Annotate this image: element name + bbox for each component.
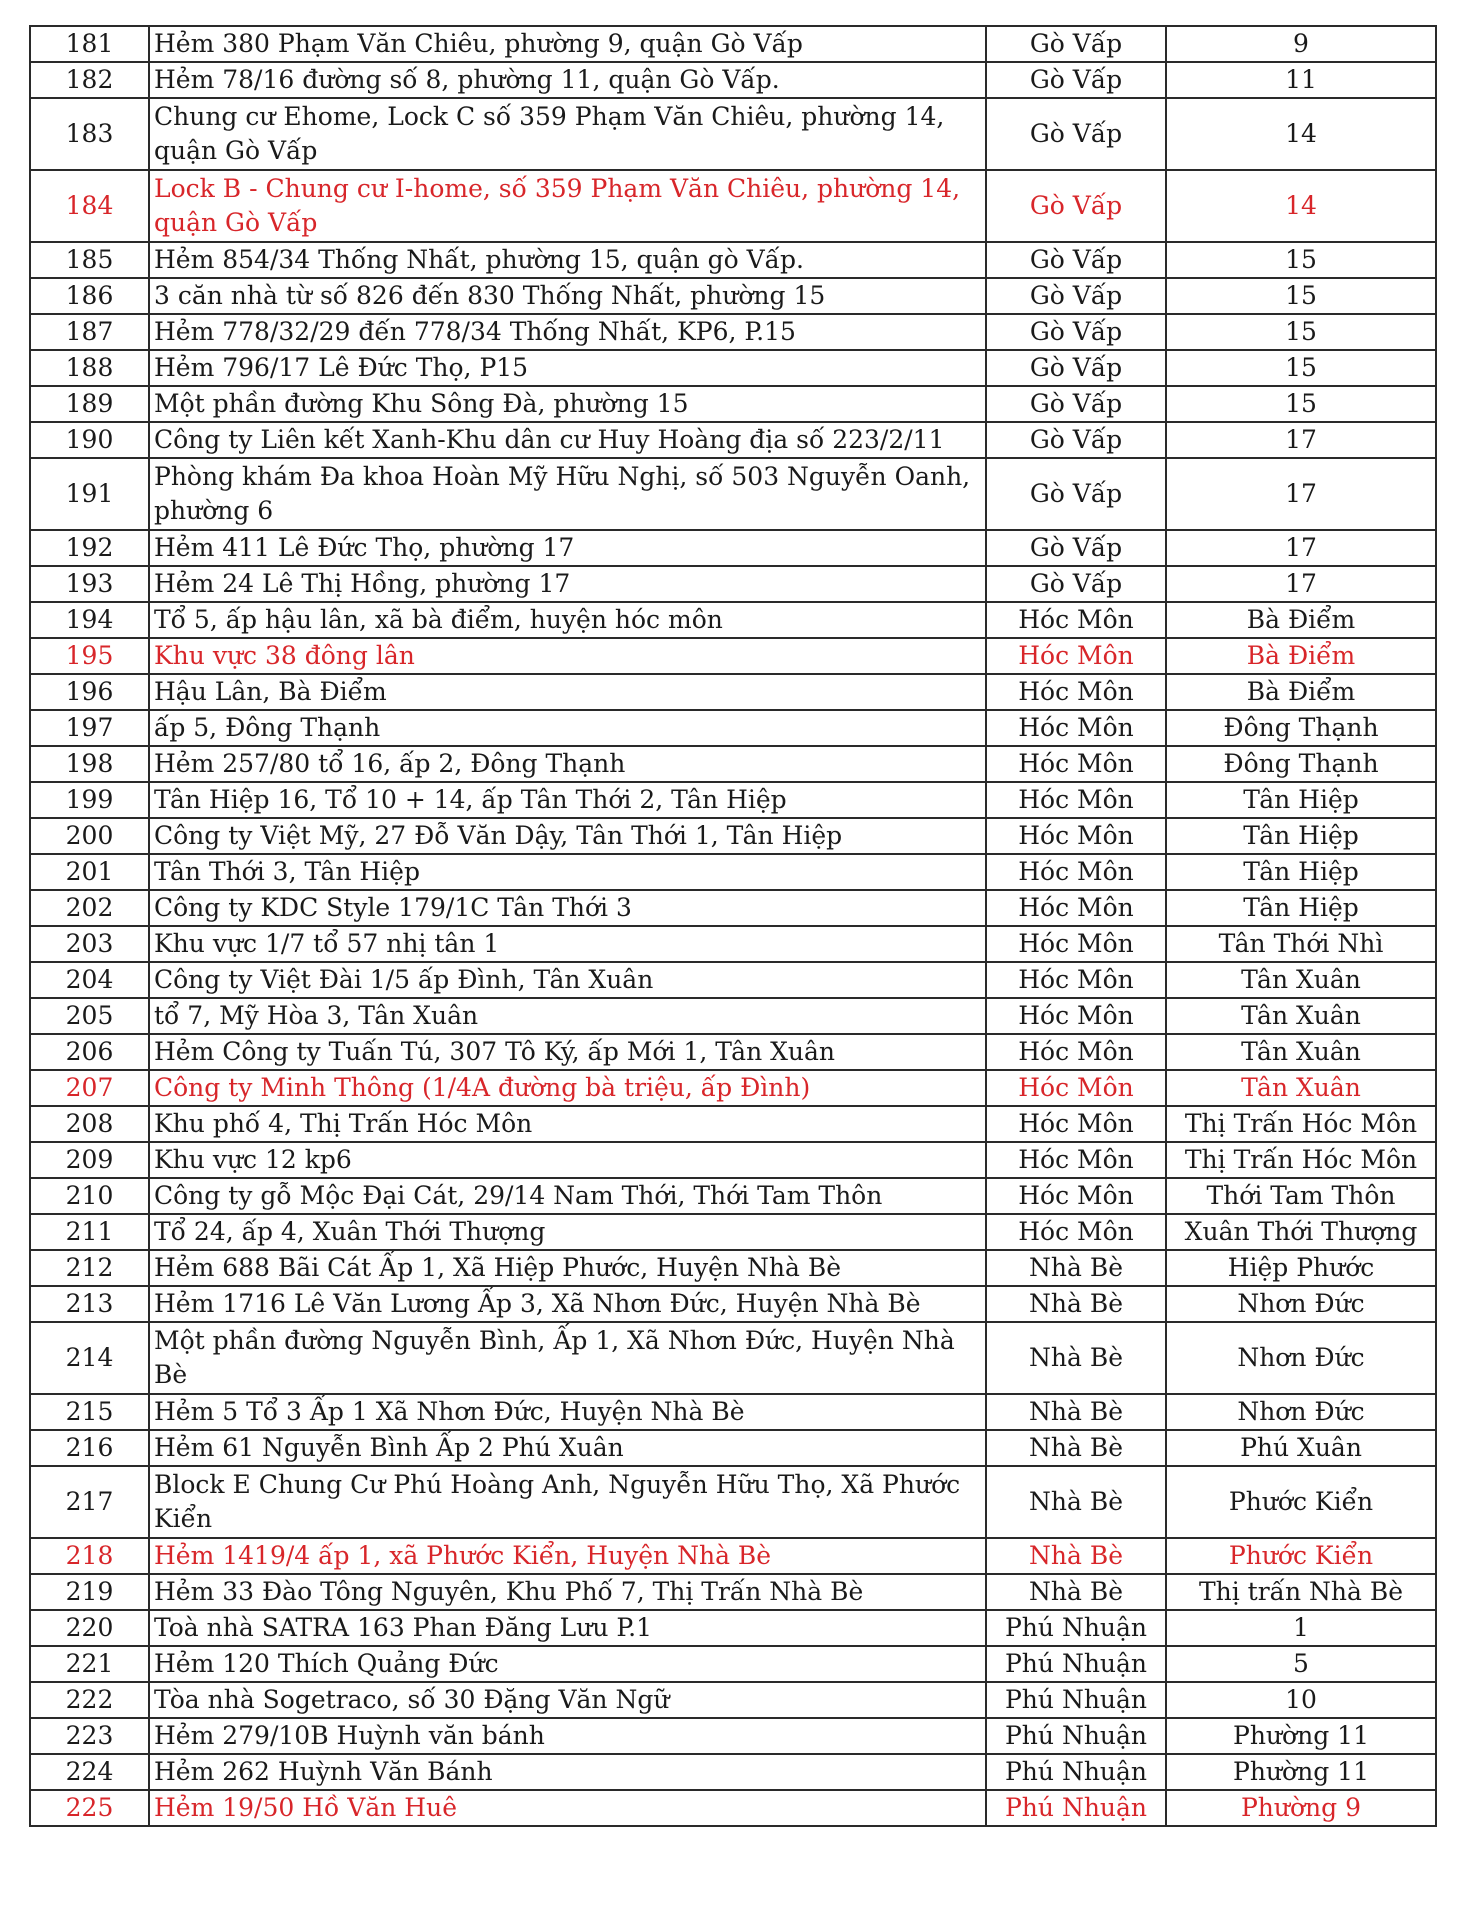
- address-cell: Block E Chung Cư Phú Hoàng Anh, Nguyễn Hữu Thọ, Xã Phước Kiển: [149, 1466, 986, 1538]
- ward-cell: 17: [1166, 530, 1436, 566]
- address-cell: Hẻm 688 Bãi Cát Ấp 1, Xã Hiệp Phước, Huyện Nhà Bè: [149, 1250, 986, 1286]
- row-number-cell: 224: [30, 1754, 149, 1790]
- ward-cell: 15: [1166, 242, 1436, 278]
- table-row: [30, 746, 1436, 782]
- row-number-cell: 220: [30, 1610, 149, 1646]
- address-cell: Tân Thới 3, Tân Hiệp: [149, 854, 986, 890]
- district-cell: Hóc Môn: [986, 818, 1166, 854]
- row-number-cell: 210: [30, 1178, 149, 1214]
- row-number-cell: 200: [30, 818, 149, 854]
- ward-cell: 5: [1166, 1646, 1436, 1682]
- table-row: [30, 314, 1436, 350]
- address-cell: Hẻm Công ty Tuấn Tú, 307 Tô Ký, ấp Mới 1, Tân Xuân: [149, 1034, 986, 1070]
- table-row: [30, 278, 1436, 314]
- ward-cell: Thị Trấn Hóc Môn: [1166, 1142, 1436, 1178]
- row-number-cell: 205: [30, 998, 149, 1034]
- table-row: [30, 1574, 1436, 1610]
- district-cell: Hóc Môn: [986, 1106, 1166, 1142]
- ward-cell: Đông Thạnh: [1166, 746, 1436, 782]
- address-cell: Chung cư Ehome, Lock C số 359 Phạm Văn Chiêu, phường 14, quận Gò Vấp: [149, 98, 986, 170]
- ward-cell: 10: [1166, 1682, 1436, 1718]
- district-cell: Nhà Bè: [986, 1430, 1166, 1466]
- district-cell: Phú Nhuận: [986, 1610, 1166, 1646]
- table-row: [30, 1286, 1436, 1322]
- address-cell: Hẻm 61 Nguyễn Bình Ấp 2 Phú Xuân: [149, 1430, 986, 1466]
- table-row: [30, 350, 1436, 386]
- district-cell: Hóc Môn: [986, 1070, 1166, 1106]
- address-cell: Khu vực 12 kp6: [149, 1142, 986, 1178]
- ward-cell: 15: [1166, 314, 1436, 350]
- table-row: [30, 566, 1436, 602]
- ward-cell: Tân Xuân: [1166, 998, 1436, 1034]
- table-row: [30, 1178, 1436, 1214]
- ward-cell: Phường 11: [1166, 1754, 1436, 1790]
- ward-cell: Bà Điểm: [1166, 674, 1436, 710]
- row-number-cell: 209: [30, 1142, 149, 1178]
- district-cell: Nhà Bè: [986, 1286, 1166, 1322]
- table-row: [30, 710, 1436, 746]
- row-number-cell: 223: [30, 1718, 149, 1754]
- district-cell: Phú Nhuận: [986, 1682, 1166, 1718]
- table-row: [30, 1646, 1436, 1682]
- ward-cell: Phú Xuân: [1166, 1430, 1436, 1466]
- address-cell: Tổ 5, ấp hậu lân, xã bà điểm, huyện hóc môn: [149, 602, 986, 638]
- table-row: [30, 1394, 1436, 1430]
- ward-cell: Thị trấn Nhà Bè: [1166, 1574, 1436, 1610]
- table-row: [30, 674, 1436, 710]
- row-number-cell: 186: [30, 278, 149, 314]
- table-row: [30, 1034, 1436, 1070]
- table-row: [30, 1430, 1436, 1466]
- table-row: [30, 1790, 1436, 1826]
- ward-cell: Tân Thới Nhì: [1166, 926, 1436, 962]
- table-row: [30, 962, 1436, 998]
- row-number-cell: 198: [30, 746, 149, 782]
- address-cell: Công ty Việt Đài 1/5 ấp Đình, Tân Xuân: [149, 962, 986, 998]
- ward-cell: 17: [1166, 422, 1436, 458]
- address-cell: Công ty Liên kết Xanh-Khu dân cư Huy Hoàng địa số 223/2/11: [149, 422, 986, 458]
- district-cell: Hóc Môn: [986, 926, 1166, 962]
- district-cell: Gò Vấp: [986, 566, 1166, 602]
- ward-cell: Xuân Thới Thượng: [1166, 1214, 1436, 1250]
- district-cell: Gò Vấp: [986, 314, 1166, 350]
- row-number-cell: 203: [30, 926, 149, 962]
- row-number-cell: 191: [30, 458, 149, 530]
- row-number-cell: 216: [30, 1430, 149, 1466]
- address-cell: Khu phố 4, Thị Trấn Hóc Môn: [149, 1106, 986, 1142]
- ward-cell: Phước Kiển: [1166, 1466, 1436, 1538]
- address-cell: 3 căn nhà từ số 826 đến 830 Thống Nhất, phường 15: [149, 278, 986, 314]
- row-number-cell: 183: [30, 98, 149, 170]
- ward-cell: Tân Xuân: [1166, 1034, 1436, 1070]
- address-cell: Hậu Lân, Bà Điểm: [149, 674, 986, 710]
- address-cell: Hẻm 279/10B Huỳnh văn bánh: [149, 1718, 986, 1754]
- address-cell: Công ty KDC Style 179/1C Tân Thới 3: [149, 890, 986, 926]
- row-number-cell: 206: [30, 1034, 149, 1070]
- district-cell: Hóc Môn: [986, 710, 1166, 746]
- table-row: [30, 998, 1436, 1034]
- row-number-cell: 192: [30, 530, 149, 566]
- row-number-cell: 187: [30, 314, 149, 350]
- row-number-cell: 189: [30, 386, 149, 422]
- ward-cell: Tân Hiệp: [1166, 854, 1436, 890]
- ward-cell: 14: [1166, 98, 1436, 170]
- address-cell: ấp 5, Đông Thạnh: [149, 710, 986, 746]
- ward-cell: Nhơn Đức: [1166, 1286, 1436, 1322]
- district-cell: Phú Nhuận: [986, 1790, 1166, 1826]
- ward-cell: Phường 11: [1166, 1718, 1436, 1754]
- table-row: [30, 818, 1436, 854]
- table-row: [30, 1250, 1436, 1286]
- row-number-cell: 181: [30, 26, 149, 62]
- table-row: [30, 1610, 1436, 1646]
- table-row: [30, 1682, 1436, 1718]
- address-cell: Hẻm 411 Lê Đức Thọ, phường 17: [149, 530, 986, 566]
- district-cell: Nhà Bè: [986, 1466, 1166, 1538]
- row-number-cell: 195: [30, 638, 149, 674]
- table-row: [30, 422, 1436, 458]
- row-number-cell: 207: [30, 1070, 149, 1106]
- district-cell: Nhà Bè: [986, 1250, 1166, 1286]
- district-cell: Gò Vấp: [986, 170, 1166, 242]
- district-cell: Nhà Bè: [986, 1538, 1166, 1574]
- address-cell: Lock B - Chung cư I-home, số 359 Phạm Văn Chiêu, phường 14, quận Gò Vấp: [149, 170, 986, 242]
- row-number-cell: 182: [30, 62, 149, 98]
- district-cell: Phú Nhuận: [986, 1646, 1166, 1682]
- address-cell: Hẻm 5 Tổ 3 Ấp 1 Xã Nhơn Đức, Huyện Nhà Bè: [149, 1394, 986, 1430]
- district-cell: Hóc Môn: [986, 854, 1166, 890]
- district-cell: Gò Vấp: [986, 386, 1166, 422]
- address-cell: Hẻm 854/34 Thống Nhất, phường 15, quận gò Vấp.: [149, 242, 986, 278]
- table-row: [30, 1718, 1436, 1754]
- address-cell: Khu vực 1/7 tổ 57 nhị tân 1: [149, 926, 986, 962]
- address-cell: Tổ 24, ấp 4, Xuân Thới Thượng: [149, 1214, 986, 1250]
- table-row: [30, 890, 1436, 926]
- ward-cell: Tân Xuân: [1166, 1070, 1436, 1106]
- ward-cell: Bà Điểm: [1166, 602, 1436, 638]
- district-cell: Gò Vấp: [986, 422, 1166, 458]
- district-cell: Gò Vấp: [986, 62, 1166, 98]
- district-cell: Gò Vấp: [986, 242, 1166, 278]
- address-cell: Hẻm 24 Lê Thị Hồng, phường 17: [149, 566, 986, 602]
- table-row: [30, 602, 1436, 638]
- address-cell: Phòng khám Đa khoa Hoàn Mỹ Hữu Nghị, số 503 Nguyễn Oanh, phường 6: [149, 458, 986, 530]
- table-row: [30, 1214, 1436, 1250]
- address-cell: Hẻm 33 Đào Tông Nguyên, Khu Phố 7, Thị Trấn Nhà Bè: [149, 1574, 986, 1610]
- ward-cell: Hiệp Phước: [1166, 1250, 1436, 1286]
- table-row: [30, 530, 1436, 566]
- district-cell: Hóc Môn: [986, 602, 1166, 638]
- ward-cell: 11: [1166, 62, 1436, 98]
- table-row: [30, 854, 1436, 890]
- table-row: [30, 782, 1436, 818]
- table-row: [30, 170, 1436, 242]
- ward-cell: 14: [1166, 170, 1436, 242]
- row-number-cell: 204: [30, 962, 149, 998]
- district-cell: Hóc Môn: [986, 962, 1166, 998]
- address-cell: Một phần đường Nguyễn Bình, Ấp 1, Xã Nhơn Đức, Huyện Nhà Bè: [149, 1322, 986, 1394]
- row-number-cell: 215: [30, 1394, 149, 1430]
- table-row: [30, 26, 1436, 62]
- district-cell: Nhà Bè: [986, 1322, 1166, 1394]
- address-cell: Hẻm 262 Huỳnh Văn Bánh: [149, 1754, 986, 1790]
- ward-cell: Nhơn Đức: [1166, 1322, 1436, 1394]
- district-cell: Gò Vấp: [986, 350, 1166, 386]
- lockdown-area-table: [29, 25, 1437, 1827]
- address-cell: Công ty gỗ Mộc Đại Cát, 29/14 Nam Thới, Thới Tam Thôn: [149, 1178, 986, 1214]
- address-cell: Tòa nhà Sogetraco, số 30 Đặng Văn Ngữ: [149, 1682, 986, 1718]
- table-row: [30, 1142, 1436, 1178]
- table-body: [30, 26, 1436, 1826]
- table-row: [30, 62, 1436, 98]
- row-number-cell: 194: [30, 602, 149, 638]
- ward-cell: Thới Tam Thôn: [1166, 1178, 1436, 1214]
- row-number-cell: 219: [30, 1574, 149, 1610]
- ward-cell: Bà Điểm: [1166, 638, 1436, 674]
- row-number-cell: 188: [30, 350, 149, 386]
- ward-cell: Tân Xuân: [1166, 962, 1436, 998]
- district-cell: Hóc Môn: [986, 674, 1166, 710]
- row-number-cell: 201: [30, 854, 149, 890]
- row-number-cell: 217: [30, 1466, 149, 1538]
- row-number-cell: 208: [30, 1106, 149, 1142]
- district-cell: Nhà Bè: [986, 1574, 1166, 1610]
- ward-cell: 15: [1166, 350, 1436, 386]
- district-cell: Gò Vấp: [986, 530, 1166, 566]
- ward-cell: Đông Thạnh: [1166, 710, 1436, 746]
- address-cell: Hẻm 78/16 đường số 8, phường 11, quận Gò Vấp.: [149, 62, 986, 98]
- address-cell: Hẻm 120 Thích Quảng Đức: [149, 1646, 986, 1682]
- address-cell: Hẻm 380 Phạm Văn Chiêu, phường 9, quận Gò Vấp: [149, 26, 986, 62]
- table-row: [30, 98, 1436, 170]
- table-row: [30, 1754, 1436, 1790]
- table-row: [30, 1070, 1436, 1106]
- row-number-cell: 193: [30, 566, 149, 602]
- district-cell: Gò Vấp: [986, 26, 1166, 62]
- district-cell: Hóc Môn: [986, 746, 1166, 782]
- row-number-cell: 213: [30, 1286, 149, 1322]
- district-cell: Hóc Môn: [986, 1178, 1166, 1214]
- ward-cell: 9: [1166, 26, 1436, 62]
- ward-cell: 1: [1166, 1610, 1436, 1646]
- address-cell: Hẻm 1419/4 ấp 1, xã Phước Kiển, Huyện Nhà Bè: [149, 1538, 986, 1574]
- address-cell: Hẻm 1716 Lê Văn Lương Ấp 3, Xã Nhơn Đức, Huyện Nhà Bè: [149, 1286, 986, 1322]
- table-row: [30, 638, 1436, 674]
- district-cell: Gò Vấp: [986, 98, 1166, 170]
- district-cell: Hóc Môn: [986, 1214, 1166, 1250]
- ward-cell: Tân Hiệp: [1166, 782, 1436, 818]
- district-cell: Hóc Môn: [986, 1142, 1166, 1178]
- row-number-cell: 184: [30, 170, 149, 242]
- address-cell: Một phần đường Khu Sông Đà, phường 15: [149, 386, 986, 422]
- address-cell: Hẻm 257/80 tổ 16, ấp 2, Đông Thạnh: [149, 746, 986, 782]
- district-cell: Hóc Môn: [986, 1034, 1166, 1070]
- table-row: [30, 1106, 1436, 1142]
- district-cell: Nhà Bè: [986, 1394, 1166, 1430]
- row-number-cell: 222: [30, 1682, 149, 1718]
- table-row: [30, 1466, 1436, 1538]
- address-cell: Công ty Việt Mỹ, 27 Đỗ Văn Dậy, Tân Thới 1, Tân Hiệp: [149, 818, 986, 854]
- address-cell: Tân Hiệp 16, Tổ 10 + 14, ấp Tân Thới 2, Tân Hiệp: [149, 782, 986, 818]
- table-row: [30, 242, 1436, 278]
- district-cell: Hóc Môn: [986, 638, 1166, 674]
- ward-cell: 17: [1166, 458, 1436, 530]
- ward-cell: Phường 9: [1166, 1790, 1436, 1826]
- row-number-cell: 199: [30, 782, 149, 818]
- ward-cell: 15: [1166, 386, 1436, 422]
- row-number-cell: 196: [30, 674, 149, 710]
- ward-cell: Tân Hiệp: [1166, 890, 1436, 926]
- row-number-cell: 221: [30, 1646, 149, 1682]
- row-number-cell: 185: [30, 242, 149, 278]
- ward-cell: Phước Kiển: [1166, 1538, 1436, 1574]
- address-cell: tổ 7, Mỹ Hòa 3, Tân Xuân: [149, 998, 986, 1034]
- address-cell: Hẻm 778/32/29 đến 778/34 Thống Nhất, KP6, P.15: [149, 314, 986, 350]
- ward-cell: 17: [1166, 566, 1436, 602]
- ward-cell: Nhơn Đức: [1166, 1394, 1436, 1430]
- district-cell: Phú Nhuận: [986, 1718, 1166, 1754]
- table-row: [30, 1538, 1436, 1574]
- row-number-cell: 218: [30, 1538, 149, 1574]
- row-number-cell: 202: [30, 890, 149, 926]
- district-cell: Phú Nhuận: [986, 1754, 1166, 1790]
- address-cell: Khu vực 38 đông lân: [149, 638, 986, 674]
- address-cell: Toà nhà SATRA 163 Phan Đăng Lưu P.1: [149, 1610, 986, 1646]
- row-number-cell: 212: [30, 1250, 149, 1286]
- table-row: [30, 926, 1436, 962]
- row-number-cell: 197: [30, 710, 149, 746]
- district-cell: Gò Vấp: [986, 278, 1166, 314]
- row-number-cell: 214: [30, 1322, 149, 1394]
- table-row: [30, 1322, 1436, 1394]
- row-number-cell: 225: [30, 1790, 149, 1826]
- row-number-cell: 211: [30, 1214, 149, 1250]
- district-cell: Hóc Môn: [986, 890, 1166, 926]
- ward-cell: Tân Hiệp: [1166, 818, 1436, 854]
- row-number-cell: 190: [30, 422, 149, 458]
- ward-cell: Thị Trấn Hóc Môn: [1166, 1106, 1436, 1142]
- address-cell: Hẻm 19/50 Hồ Văn Huê: [149, 1790, 986, 1826]
- ward-cell: 15: [1166, 278, 1436, 314]
- address-cell: Hẻm 796/17 Lê Đức Thọ, P15: [149, 350, 986, 386]
- table-row: [30, 458, 1436, 530]
- district-cell: Hóc Môn: [986, 782, 1166, 818]
- address-cell: Công ty Minh Thông (1/4A đường bà triệu, ấp Đình): [149, 1070, 986, 1106]
- table-row: [30, 386, 1436, 422]
- district-cell: Gò Vấp: [986, 458, 1166, 530]
- district-cell: Hóc Môn: [986, 998, 1166, 1034]
